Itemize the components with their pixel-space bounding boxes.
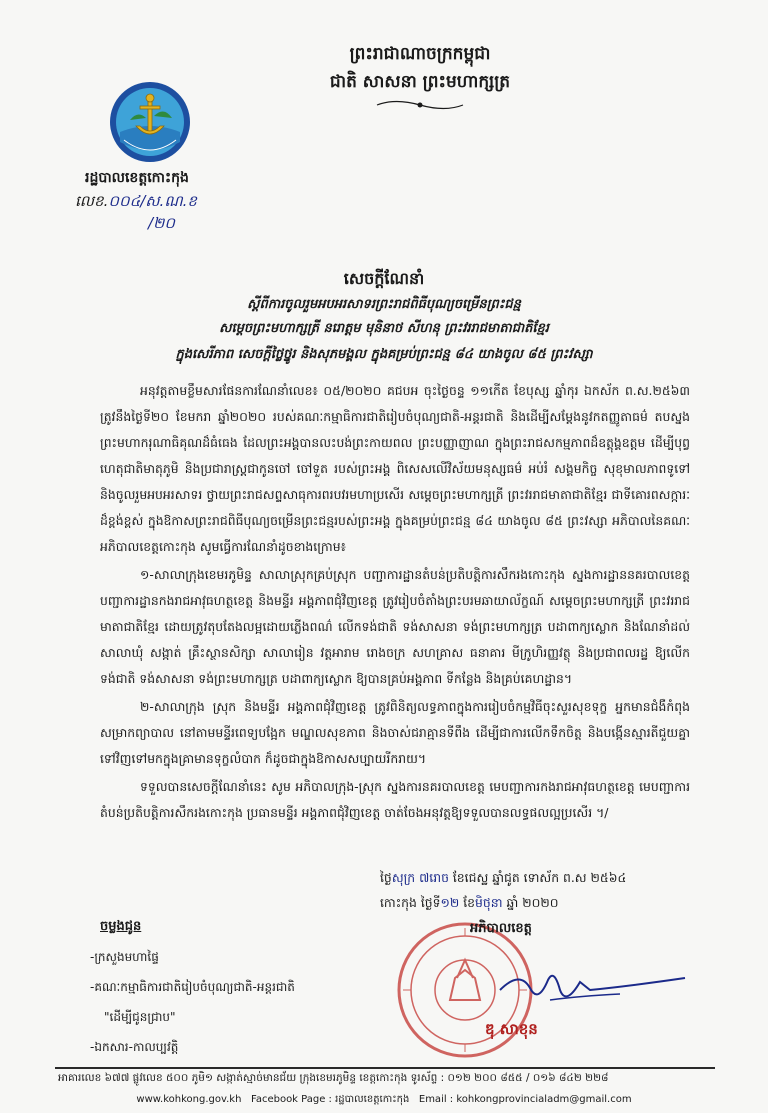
subtitle-line-3: ក្នុងសេរីភាព សេចក្តីថ្លៃថ្នូរ និងសុភមង្គល ក្នុងគម្រប់ព្រះជន្ម ៨៤ យាងចូល ៨៥ ព្រះវស្សា [175,347,593,362]
national-motto: ជាតិ សាសនា ព្រះមហាក្សត្រ [329,72,511,92]
lunar-date-handwritten: សុក្រ ៧រោច [391,870,449,885]
footer-email[interactable]: kohkongprovincialadm@gmail.com [456,1094,632,1105]
paragraph-closing: ទទួលបានសេចក្តីណែនាំនេះ សូម អភិបាលក្រុង-ស្រុក ស្នងការនគរបាលខេត្ត មេបញ្ជាការកងរាជអាវុធហត្ថខេត្ត មេបញ្ជាការតំបន់ប្រតិបត្តិការសឹករងកោះកុង ប្រធានមន្ទីរ អង្គភាពជុំវិញខេត្ត ចាត់ចែងអនុវត្តឱ្យទទួលបានលទ្ធផលល្អប្រសើរ ។/ [100,779,690,820]
cc-item: "ដើម្បីជូនជ្រាប" [104,1010,176,1024]
paragraph-item-2: ២-សាលាក្រុង ស្រុក និងមន្ទីរ អង្គភាពជុំវិញខេត្ត ត្រូវពិនិត្យលទ្ធភាពក្នុងការរៀបចំកម្មវិធីចុះសួរសុខទុក្ខ អ្នកមានជំងឺកំពុងសម្រាកព្យាបាល នៅតាមមន្ទីរពេទ្យបង្អែក មណ្ឌលសុខភាព និងចាស់ជរាគ្មានទីពឹង ដើម្បីជាការលើកទឹកចិត្ត និងបង្កើនស្មារតីជួយគ្នាទៅវិញទៅមកក្នុងគ្រាមានទុក្ខលំបាក ក៏ដូចជាក្នុងឱកាសសប្បាយរីករាយ។ [100,699,690,766]
reference-handwritten-number: ០០៤ [108,192,141,210]
subtitle-line-1: ស្តីពីការចូលរួមអបអរសាទរព្រះរាជពិធីបុណ្យចម្រើនព្រះជន្ម [247,297,521,312]
signatory-title: អភិបាលខេត្ត [470,921,532,936]
solar-date-year: ឆ្នាំ ២០២០ [502,895,559,910]
footer-address: អាគារលេខ ៦៧៧ ផ្លូវលេខ ៥០០ ភូមិ១ សង្កាត់ស្មាច់មានជ័យ ក្រុងខេមរភូមិន្ទ ខេត្តកោះកុង ទូរស័ព្ទ : ០១២ ២០០ ៨៥៥ / ០១៦ ៨៤២ ២២៨ [58,1072,609,1084]
solar-date-mid: ខែ [459,895,476,910]
letterhead [300,40,540,112]
footer-contacts [0,1092,768,1107]
subtitle-line-2: សម្តេចព្រះមហាក្សត្រី នរោត្តម មុនិនាថ សីហនុ ព្រះវររាជមាតាជាតិខ្មែរ [219,321,549,336]
reference-year: /២០ [148,214,176,232]
issuing-authority: រដ្ឋបាលខេត្តកោះកុង [85,170,189,186]
signature-icon [490,960,690,1010]
cc-item: -គណៈកម្មាធិការជាតិរៀបចំបុណ្យជាតិ-អន្តរជាតិ [90,980,295,994]
signatory-name: ឌុ សាខុន [485,1020,538,1038]
footer-email-label: Email : [418,1094,454,1105]
solar-date [380,895,559,914]
paragraph-item-1: ១-សាលាក្រុងខេមរភូមិន្ទ សាលាស្រុកគ្រប់ស្រុក បញ្ជាការដ្ឋានតំបន់ប្រតិបត្តិការសឹករងកោះកុង ស្នងការដ្ឋាននគរបាលខេត្ត បញ្ជាការដ្ឋានកងរាជអាវុធហត្ថខេត្ត និងមន្ទីរ អង្គភាពជុំវិញខេត្ត ត្រូវរៀបចំតាំងព្រះបរមឆាយាល័ក្ខណ៍ សម្តេចព្រះមហាក្សត្រី ព្រះវររាជមាតាជាតិខ្មែរ ដោយត្រូវតុបតែងលម្អដោយភ្លើងពណ៌ លើកទង់ជាតិ ទង់សាសនា ទង់ព្រះមហាក្សត្រ បដាពាក្យស្លោក និងណែនាំដល់សាលាឃុំ សង្កាត់ គ្រឹះស្ថានសិក្សា សាលារៀន វត្តអារាម រោងចក្រ សហគ្រាស ធនាគារ មីក្រូហិរញ្ញវត្ថុ និងប្រជាពលរដ្ឋ ឱ្យលើកទង់ជាតិ ទង់សាសនា ទង់ព្រះមហាក្សត្រ បដាពាក្យស្លោក ឱ្យបានគ្រប់អង្គភាព ទីកន្លែង និងគ្រប់គេហដ្ឋាន។ [100,567,690,686]
solar-date-day: ១២ [440,895,460,910]
cc-list [90,942,295,1062]
footer-facebook-label: Facebook Page : [250,1094,332,1105]
body-text [100,378,690,826]
cc-heading: ចម្លងជូន [100,919,142,934]
lunar-date-rest: ខែជេស្ឋ ឆ្នាំជូត ទោស័ក ព.ស ២៥៦៤ [448,870,627,885]
cc-item: -ឯកសារ-កាលប្បវត្តិ [90,1040,179,1054]
cc-item: -ក្រសួងមហាផ្ទៃ [90,950,159,964]
reference-prefix: លេខ. [75,192,109,210]
document-title: សេចក្តីណែនាំ [343,269,425,288]
kingdom-name: ព្រះរាជាណាចក្រកម្ពុជា [349,44,491,64]
lunar-date-prefix: ថ្ងៃ [380,870,392,885]
solar-date-prefix: កោះកុង ថ្ងៃទី [380,895,441,910]
paragraph-intro: អនុវត្តតាមខ្លឹមសារផែនការណែនាំលេខ៖ ០៥/២០២០ គជបអ ចុះថ្ងៃចន្ទ ១១កើត ខែបុស្ស ឆ្នាំកុរ ឯកស័ក ព.ស.២៥៦៣ ត្រូវនឹងថ្ងៃទី២០ ខែមករា ឆ្នាំ២០២០ របស់គណៈកម្មាធិការជាតិរៀបចំបុណ្យជាតិ-អន្តរជាតិ និងដើម្បីសម្តែងនូវកតញ្ញូតាធម៌ តបស្នងព្រះមហាករុណាធិគុណដ៏ធំធេង ដែលព្រះអង្គបានលះបង់ព្រះកាយពល ព្រះបញ្ញាញាណ ក្នុងព្រះរាជសកម្មភាពដ៏ឧត្តុង្គឧត្តម ដើម្បីបុព្វហេតុជាតិមាតុភូមិ និងប្រជារាស្ត្រជាកូនចៅ ចៅទួត របស់ព្រះអង្គ ពិសេសលើវិស័យមនុស្សធម៌ អប់រំ សង្គមកិច្ច សុខុមាលភាពទូទៅ និងចូលរួមអបអរសាទរ ថ្វាយព្រះរាជសព្ទសាធុការពរបវរមហាប្រសើរ សម្តេចព្រះមហាក្សត្រី ព្រះវររាជមាតាជាតិខ្មែរ ជាទីគោរពសក្ការៈដ៏ខ្ពង់ខ្ពស់ ក្នុងឱកាសព្រះរាជពិធីបុណ្យចម្រើនព្រះជន្មរបស់ព្រះអង្គ ក្នុងគម្រប់ព្រះជន្ម ៨៤ យាងចូល ៨៥ ព្រះវស្សា អភិបាលនៃគណៈអភិបាលខេត្តកោះកុង សូមធ្វើការណែនាំដូចខាងក្រោម៖ [100,383,690,554]
footer-website[interactable]: www.kohkong.gov.kh [136,1094,242,1105]
solar-date-month: មិថុនា [475,895,503,910]
ornament-divider-icon [375,98,465,112]
lunar-date [380,870,626,889]
footer-facebook[interactable]: រដ្ឋបាលខេត្តកោះកុង [335,1094,410,1105]
footer-divider [55,1067,715,1069]
reference-number [75,192,197,214]
provincial-emblem-anchor-icon [108,80,192,164]
reference-suffix: /ស.ណ.ខ [140,192,197,210]
